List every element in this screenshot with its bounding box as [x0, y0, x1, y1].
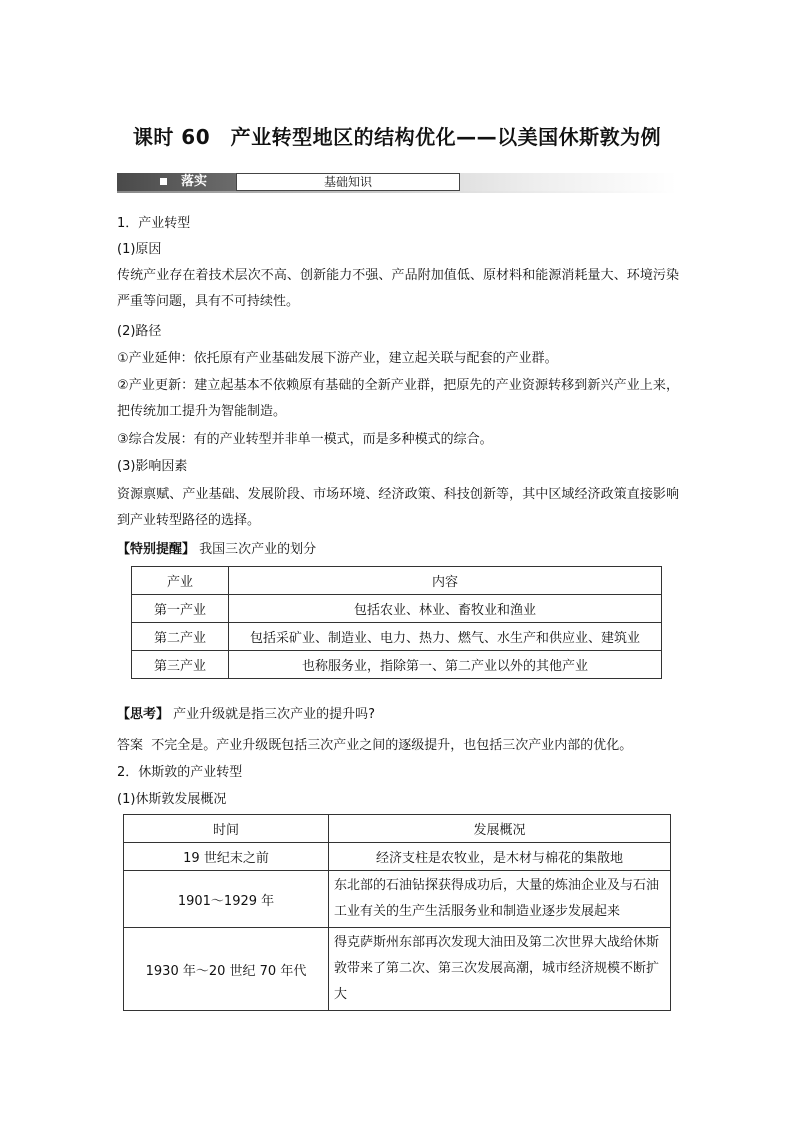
- section-1-heading: 1．产业转型: [117, 216, 191, 231]
- table-header: 时间: [124, 815, 329, 843]
- table-row: [132, 623, 662, 651]
- table-cell: 包括农业、林业、畜牧业和渔业: [229, 595, 662, 623]
- table-row: [132, 595, 662, 623]
- table-cell: 第一产业: [132, 595, 229, 623]
- tip-line: [117, 537, 679, 563]
- table-row: [124, 871, 671, 928]
- path-1: ①产业延伸：依托原有产业基础发展下游产业，建立起关联与配套的产业群。: [117, 351, 558, 366]
- table-cell: 第二产业: [132, 623, 229, 651]
- table-cell: 1901～1929 年: [124, 871, 329, 928]
- reason-text: 传统产业存在着技术层次不高、创新能力不强、产品附加值低、原材料和能源消耗量大、环境污染严重等问题，具有不可持续性。: [117, 268, 679, 309]
- square-bullet-icon: [160, 178, 167, 185]
- banner-box: 基础知识: [236, 173, 460, 191]
- page-title: 课时 60 产业转型地区的结构优化——以美国休斯敦为例: [132, 125, 662, 149]
- table-row: [124, 928, 671, 1011]
- think-line: [117, 702, 679, 728]
- path-2: ②产业更新：建立起基本不依赖原有基础的全新产业群，把原先的产业资源转移到新兴产业上来，把传统加工提升为智能制造。: [117, 378, 679, 419]
- table-cell: 经济支柱是农牧业，是木材与棉花的集散地: [329, 843, 671, 871]
- industry-table: [131, 566, 662, 679]
- table-cell: 也称服务业，指除第一、第二产业以外的其他产业: [229, 651, 662, 679]
- section-banner: [117, 173, 677, 193]
- path-3: ③综合发展：有的产业转型并非单一模式，而是多种模式的综合。: [117, 432, 493, 447]
- table-header-row: [132, 567, 662, 595]
- answer-line: [117, 733, 679, 759]
- section-2-subheading: (1)休斯敦发展概况: [117, 792, 227, 807]
- tip-tag: 【特别提醒】: [117, 542, 196, 557]
- reason-heading: (1)原因: [117, 242, 162, 257]
- banner-underline: [117, 191, 677, 193]
- path-heading: (2)路径: [117, 324, 162, 339]
- table-header: 产业: [132, 567, 229, 595]
- factor-text: 资源禀赋、产业基础、发展阶段、市场环境、经济政策、科技创新等，其中区域经济政策直接影响到产业转型路径的选择。: [117, 487, 679, 528]
- think-question: 产业升级就是指三次产业的提升吗?: [173, 707, 376, 722]
- factor-heading: (3)影响因素: [117, 459, 188, 474]
- think-tag: 【思考】: [117, 707, 170, 722]
- table-cell: 得克萨斯州东部再次发现大油田及第二次世界大战给休斯敦带来了第二次、第三次发展高潮，城市经济规模不断扩大: [329, 928, 671, 1011]
- table-header-row: [124, 815, 671, 843]
- table-cell: 东北部的石油钻探获得成功后，大量的炼油企业及与石油工业有关的生产生活服务业和制造业逐步发展起来: [329, 871, 671, 928]
- table-cell: 包括采矿业、制造业、电力、热力、燃气、水生产和供应业、建筑业: [229, 623, 662, 651]
- table-cell: 第三产业: [132, 651, 229, 679]
- table-cell: 1930 年～20 世纪 70 年代: [124, 928, 329, 1011]
- banner-label: 落实: [181, 174, 208, 189]
- answer-label: 答案: [117, 738, 144, 753]
- table-header: 发展概况: [329, 815, 671, 843]
- answer-text: 不完全是。产业升级既包括三次产业之间的逐级提升，也包括三次产业内部的优化。: [151, 738, 633, 753]
- section-2-heading: 2．休斯敦的产业转型: [117, 765, 243, 780]
- table-header: 内容: [229, 567, 662, 595]
- houston-table: [123, 814, 671, 1011]
- table-row: [124, 843, 671, 871]
- table-cell: 19 世纪末之前: [124, 843, 329, 871]
- table-row: [132, 651, 662, 679]
- tip-text: 我国三次产业的划分: [199, 542, 317, 557]
